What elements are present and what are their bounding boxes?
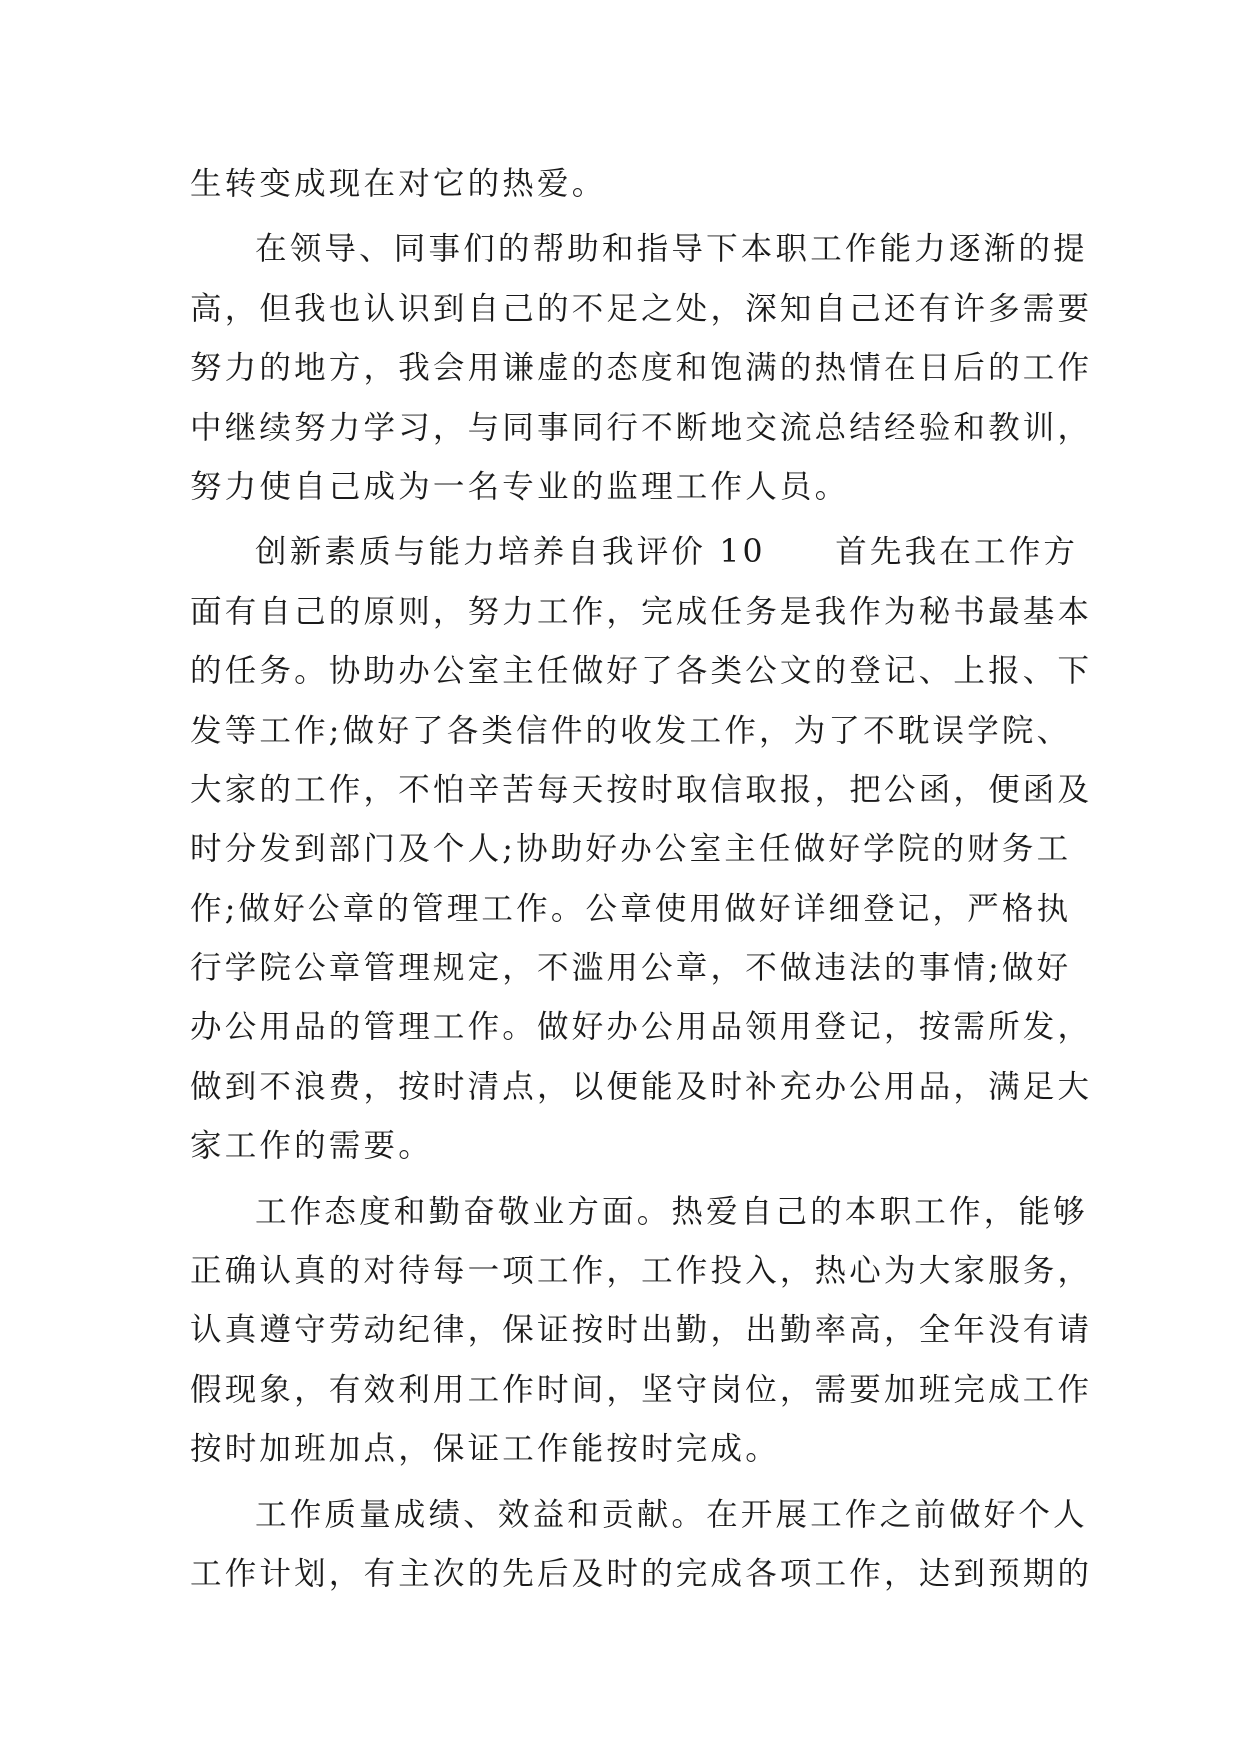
paragraph-4 — [190, 1183, 1093, 1480]
text-line: 假现象，有效利用工作时间，坚守岗位，需要加班完成工作 — [190, 1371, 1093, 1408]
text-line: 行学院公章管理规定，不滥用公章，不做违法的事情;做好 — [190, 950, 1072, 987]
text-line: 创新素质与能力培养自我评价 10 首先我在工作方 — [255, 534, 1079, 571]
paragraph-3 — [190, 523, 1093, 1176]
text-line: 高，但我也认识到自己的不足之处，深知自己还有许多需要 — [190, 290, 1093, 327]
text-line: 按时加班加点，保证工作能按时完成。 — [190, 1431, 780, 1468]
text-line: 工作计划，有主次的先后及时的完成各项工作，达到预期的 — [190, 1555, 1093, 1592]
text-line: 发等工作;做好了各类信件的收发工作，为了不耽误学院、 — [190, 712, 1072, 749]
paragraph-2 — [190, 220, 1093, 517]
text-line: 时分发到部门及个人;协助好办公室主任做好学院的财务工 — [190, 831, 1072, 868]
text-line: 努力使自己成为一名专业的监理工作人员。 — [190, 468, 850, 505]
text-line: 中继续努力学习，与同事同行不断地交流总结经验和教训， — [190, 409, 1093, 446]
text-line: 办公用品的管理工作。做好办公用品领用登记，按需所发， — [190, 1009, 1093, 1046]
text-line: 作;做好公章的管理工作。公章使用做好详细登记，严格执 — [190, 890, 1072, 927]
paragraph-1 — [190, 155, 1050, 214]
text-line: 认真遵守劳动纪律，保证按时出勤，出勤率高，全年没有请 — [190, 1312, 1093, 1349]
text-line: 家工作的需要。 — [190, 1128, 433, 1165]
text-line: 面有自己的原则，努力工作，完成任务是我作为秘书最基本 — [190, 593, 1093, 630]
text-line: 努力的地方，我会用谦虚的态度和饱满的热情在日后的工作 — [190, 350, 1093, 387]
text-line: 大家的工作，不怕辛苦每天按时取信取报，把公函，便函及 — [190, 771, 1093, 808]
text-line: 的任务。协助办公室主任做好了各类公文的登记、上报、下 — [190, 653, 1093, 690]
text-line: 做到不浪费，按时清点，以便能及时补充办公用品，满足大 — [190, 1068, 1093, 1105]
text-line: 生转变成现在对它的热爱。 — [190, 166, 607, 202]
text-line: 工作态度和勤奋敬业方面。热爱自己的本职工作，能够 — [255, 1193, 1088, 1230]
text-line: 正确认真的对待每一项工作，工作投入，热心为大家服务， — [190, 1253, 1093, 1290]
text-line: 在领导、同事们的帮助和指导下本职工作能力逐渐的提 — [255, 231, 1088, 268]
paragraph-5 — [190, 1486, 1093, 1605]
text-line: 工作质量成绩、效益和贡献。在开展工作之前做好个人 — [255, 1496, 1088, 1533]
document-body — [190, 155, 1093, 1604]
